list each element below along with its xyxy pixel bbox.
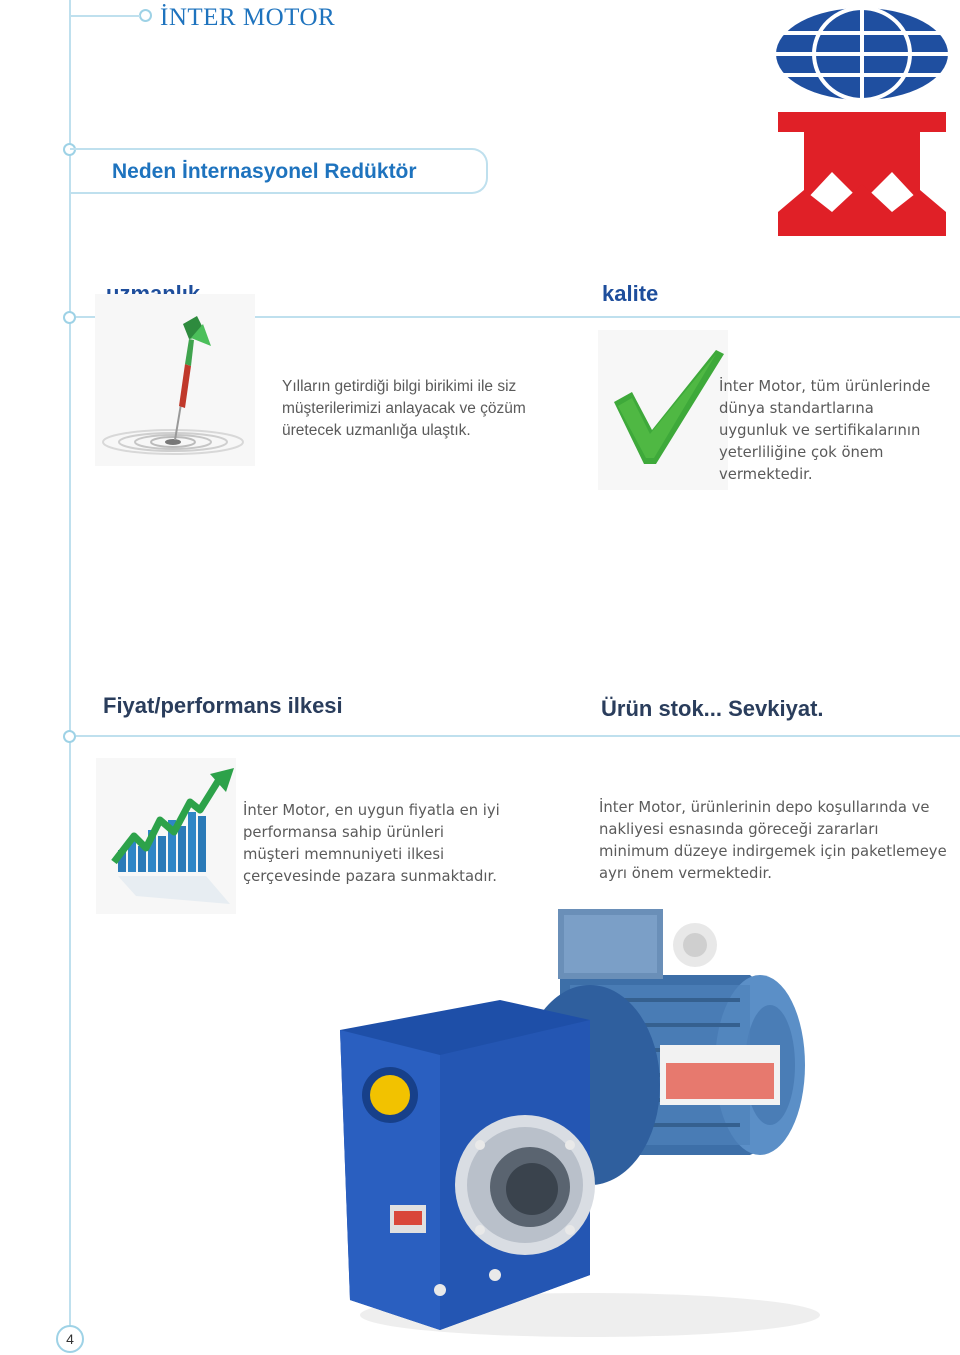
timeline-line xyxy=(69,0,71,1340)
divider-line xyxy=(76,735,960,737)
header-connector xyxy=(70,15,140,17)
growth-chart-icon xyxy=(96,758,236,914)
timeline-node xyxy=(63,311,76,324)
dart-target-icon xyxy=(95,294,255,466)
quality-text: İnter Motor, tüm ürünlerinde dünya standartlarına uygunluk ve sertifikalarının yeterliliğine çok önem vermektedir. xyxy=(719,378,931,483)
stock-text: İnter Motor, ürünlerinin depo koşullarında ve nakliyesi esnasında göreceği zararları minimum düzeye indirgemek için paketlemeye ayrı önem vermektedir. xyxy=(599,799,947,882)
stock-heading: Ürün stok... Sevkiyat. xyxy=(601,696,824,721)
quality-image xyxy=(598,330,728,490)
checkmark-icon xyxy=(598,330,728,490)
page-number: 4 xyxy=(56,1325,84,1353)
price-text: İnter Motor, en uygun fiyatla en iyi performansa sahip ürünleri müşteri memnuniyeti ilkesi çerçevesinde pazara sunmaktadır. xyxy=(243,802,500,885)
quality-heading: kalite xyxy=(602,281,659,306)
expertise-image xyxy=(95,294,255,466)
expertise-text: Yılların getirdiği bilgi birikimi ile siz müşterilerimizi anlayacak ve çözüm üretecek uzmanlığa ulaştık. xyxy=(282,378,526,439)
section-title: Neden İnternasyonel Redüktör xyxy=(112,160,417,183)
inter-motor-logo xyxy=(770,4,950,238)
gear-motor-image xyxy=(330,905,820,1345)
price-image xyxy=(96,758,236,914)
timeline-node xyxy=(63,730,76,743)
price-heading: Fiyat/performans ilkesi xyxy=(103,693,343,718)
brand-title: İNTER MOTOR xyxy=(160,4,336,31)
timeline-node xyxy=(139,9,152,22)
